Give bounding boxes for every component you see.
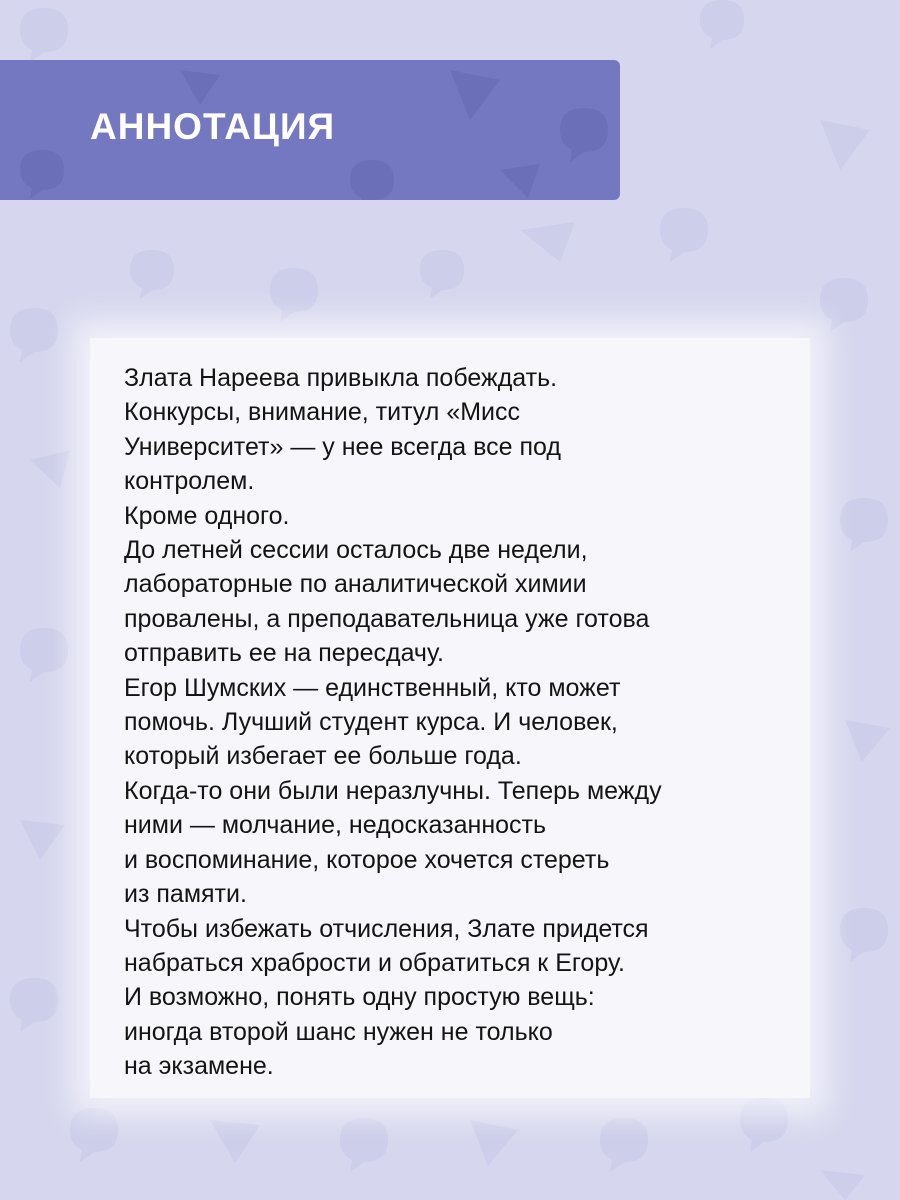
bubble-shape — [420, 250, 464, 299]
annotation-line: Университет» — у нее всегда все под — [124, 432, 561, 461]
page-title: АННОТАЦИЯ — [90, 106, 336, 147]
annotation-line: Кроме одного. — [124, 501, 290, 530]
triangle-shape — [30, 450, 70, 488]
annotation-line: и воспоминание, которое хочется стереть — [124, 845, 610, 874]
header-banner — [0, 60, 620, 200]
annotation-line: который избегает ее больше года. — [124, 742, 522, 771]
bubble-shape — [820, 278, 868, 332]
annotation-text — [124, 361, 804, 1084]
bubble-shape — [840, 498, 888, 552]
annotation-line: Конкурсы, внимание, титул «Мисс — [124, 398, 521, 427]
bubble-shape — [70, 1108, 118, 1162]
annotation-line: ними — молчание, недосказанность — [124, 811, 547, 840]
annotation-line: Чтобы избежать отчисления, Злате придется — [124, 914, 649, 943]
bubble-shape — [20, 8, 68, 62]
annotation-line: Когда-то они были неразлучны. Теперь между — [124, 776, 662, 805]
bubble-shape — [660, 208, 708, 262]
annotation-line: набраться храбрости и обратиться к Егору. — [124, 948, 625, 977]
triangle-shape — [845, 720, 890, 762]
triangle-shape — [820, 1170, 865, 1200]
bubble-shape — [840, 908, 888, 962]
triangle-shape — [520, 222, 575, 262]
annotation-line: отправить ее на пересдачу. — [124, 639, 444, 668]
triangle-shape — [20, 820, 65, 860]
bubble-shape — [20, 628, 68, 682]
annotation-line: помочь. Лучший студент курса. И человек, — [124, 708, 618, 737]
annotation-line: лабораторные по аналитической химии — [124, 570, 587, 599]
triangle-shape — [210, 1120, 260, 1163]
annotation-line: провалены, а преподавательница уже готова — [124, 604, 650, 633]
bubble-shape — [270, 268, 318, 322]
bubble-shape — [130, 250, 174, 299]
annotation-line: из памяти. — [124, 880, 247, 909]
bubble-shape — [10, 308, 58, 362]
annotation-line: контролем. — [124, 467, 255, 496]
annotation-line: До летней сессии осталось две недели, — [124, 536, 588, 565]
triangle-shape — [470, 1120, 518, 1166]
bubble-shape — [700, 0, 744, 49]
annotation-line: иногда второй шанс нужен не только — [124, 1017, 553, 1046]
bubble-shape — [740, 1098, 788, 1152]
bubble-shape — [10, 978, 58, 1032]
annotation-line: Егор Шумских — единственный, кто может — [124, 673, 621, 702]
annotation-line: на экзамене. — [124, 1052, 274, 1081]
annotation-line: И возможно, понять одну простую вещь: — [124, 983, 595, 1012]
annotation-line: Злата Нареева привыкла побеждать. — [124, 364, 558, 392]
bubble-shape — [340, 1118, 388, 1172]
bubble-shape — [600, 1118, 648, 1172]
triangle-shape — [820, 120, 870, 170]
